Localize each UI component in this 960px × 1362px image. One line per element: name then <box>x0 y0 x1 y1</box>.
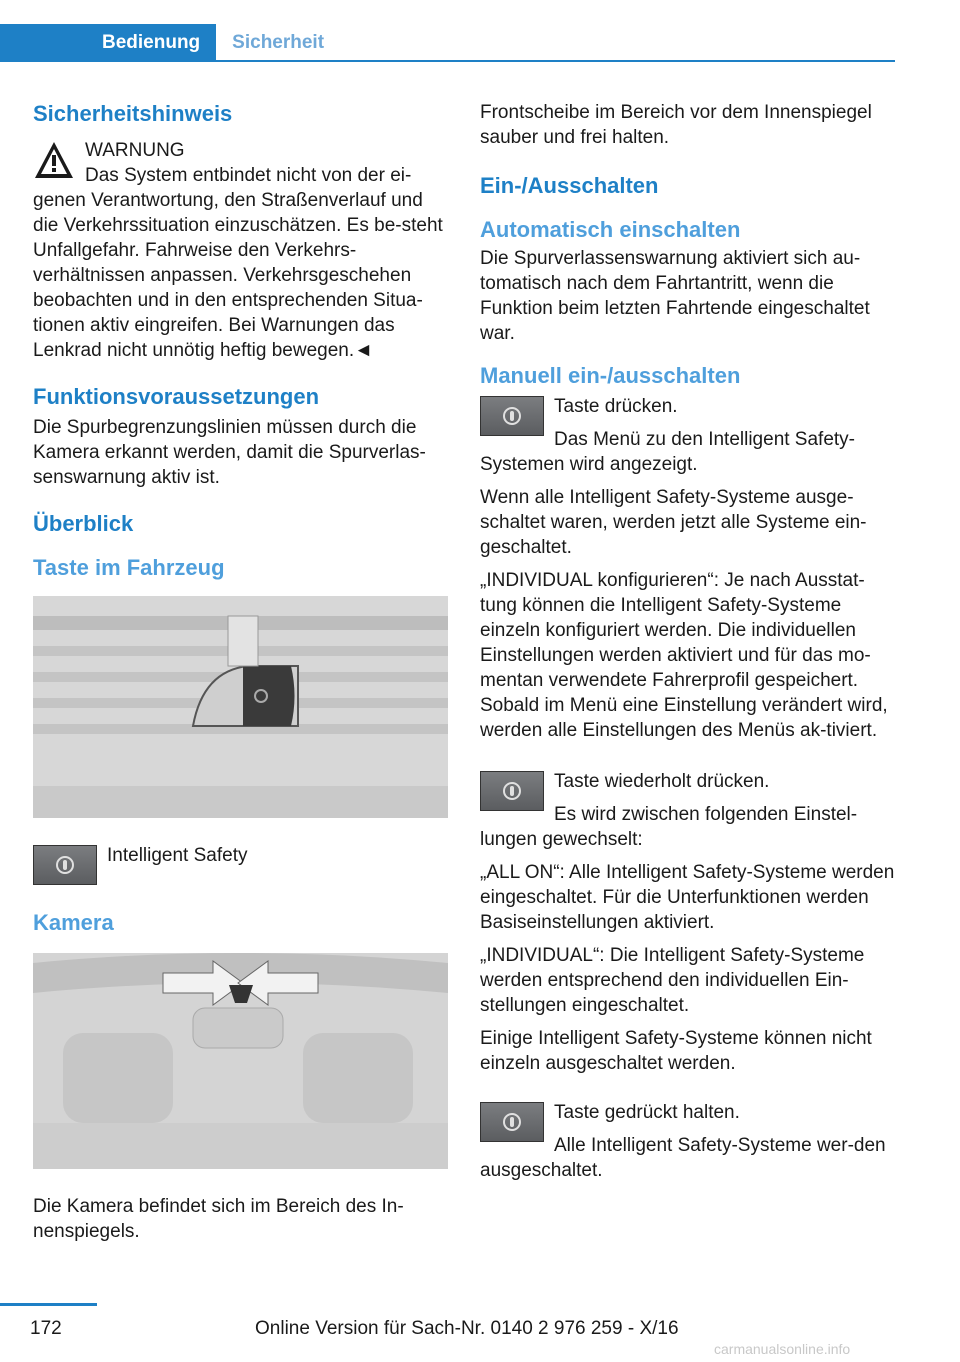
warning-text: Das System entbindet nicht von der ei-genen Verantwortung, den Straßenverlauf und die Verkehrssituation einzuschätzen. Es be-steht Unfallgefahr. Fahrweise den Verkehrs-verhältnissen anpassen. Verkehrsgeschehen beobachten und in den entsprechenden Situa-tionen aktiv eingreifen. Bei Warnungen das Lenkrad nicht unnötig heftig bewegen.◄ <box>33 165 443 361</box>
press-label: Taste drücken. <box>554 396 678 417</box>
heading-requirements: Funktionsvoraussetzungen <box>33 384 320 409</box>
heading-overview: Überblick <box>33 511 134 536</box>
auto-on-text: Die Spurverlassenswarnung aktiviert sich au-tomatisch nach dem Fahrtantritt, wenn die Funktion beim letzten Fahrtende eingeschaltet war. <box>480 248 870 344</box>
header-divider <box>0 60 895 62</box>
hold-text: Alle Intelligent Safety-Systeme wer-den ausgeschaltet. <box>480 1135 886 1181</box>
online-version-text: Online Version für Sach-Nr. 0140 2 976 259 - X/16 <box>255 1318 679 1339</box>
intelligent-safety-button-icon <box>480 396 544 436</box>
button-legend-row <box>33 843 449 889</box>
all-off-text: Wenn alle Intelligent Safety-Systeme ausge-schaltet waren, werden jetzt alle Systeme ein-geschaltet. <box>480 487 867 558</box>
tab-sicherheit[interactable]: Sicherheit <box>232 32 325 53</box>
requirements-text: Die Spurbegrenzungslinien müssen durch die Kamera erkannt werden, damit die Spurverlas-senswarnung aktiv ist. <box>33 417 426 488</box>
button-caption: Intelligent Safety <box>107 845 248 866</box>
heading-camera: Kamera <box>33 910 114 935</box>
warning-block <box>33 138 449 363</box>
left-column <box>33 100 449 1252</box>
right-column <box>480 100 896 1191</box>
heading-on-off: Ein-/Ausschalten <box>480 173 659 198</box>
hold-button-row <box>480 1100 896 1183</box>
warning-label: WARNUNG <box>85 140 185 161</box>
repeat-button-row <box>480 769 896 852</box>
camera-text: Die Kamera befindet sich im Bereich des In-nenspiegels. <box>33 1196 404 1242</box>
intelligent-safety-button-icon <box>33 845 97 885</box>
hold-label: Taste gedrückt halten. <box>554 1102 740 1123</box>
all-on-text: „ALL ON“: Alle Intelligent Safety-Systeme werden eingeschaltet. Für die Unterfunktionen werden Basiseinstellungen aktiviert. <box>480 862 895 933</box>
heading-safety: Sicherheitshinweis <box>33 101 233 126</box>
heading-button-in-vehicle: Taste im Fahrzeug <box>33 555 225 580</box>
tab-bedienung[interactable]: Bedienung <box>0 24 216 62</box>
page-number: 172 <box>30 1318 62 1339</box>
repeat-label: Taste wiederholt drücken. <box>554 771 770 792</box>
press-button-row <box>480 394 896 477</box>
press-text: Das Menü zu den Intelligent Safety-Systemen wird angezeigt. <box>480 429 856 475</box>
heading-auto-on: Automatisch einschalten <box>480 217 741 242</box>
header-tabs <box>0 24 340 62</box>
warning-triangle-icon <box>33 140 75 180</box>
camera-interior-photo <box>33 953 448 1169</box>
repeat-text: Es wird zwischen folgenden Einstel-lungen gewechselt: <box>480 804 858 850</box>
individual-config-text: „INDIVIDUAL konfigurieren“: Je nach Ausstat-tung können die Intelligent Safety-Systeme einzeln konfiguriert werden. Die individuellen Einstellungen werden aktiviert und für das mo-mentan verwendete Fahrerprofil gespeichert. Sobald im Menü eine Einstellung verändert wird, werden alle Einstellungen des Menüs ak-tiviert. <box>480 570 888 741</box>
intelligent-safety-button-icon <box>480 771 544 811</box>
dashboard-vent-photo <box>33 596 448 818</box>
watermark: carmanualsonline.info <box>714 1341 851 1357</box>
individual-text: „INDIVIDUAL“: Die Intelligent Safety-Systeme werden entsprechend den individuellen Ein-stellungen eingeschaltet. <box>480 945 865 1016</box>
footer-divider <box>0 1303 97 1306</box>
intelligent-safety-button-icon <box>480 1102 544 1142</box>
windshield-text: Frontscheibe im Bereich vor dem Innenspiegel sauber und frei halten. <box>480 102 872 148</box>
some-systems-text: Einige Intelligent Safety-Systeme können nicht einzeln ausgeschaltet werden. <box>480 1028 872 1074</box>
heading-manual-on-off: Manuell ein-/ausschalten <box>480 363 741 388</box>
